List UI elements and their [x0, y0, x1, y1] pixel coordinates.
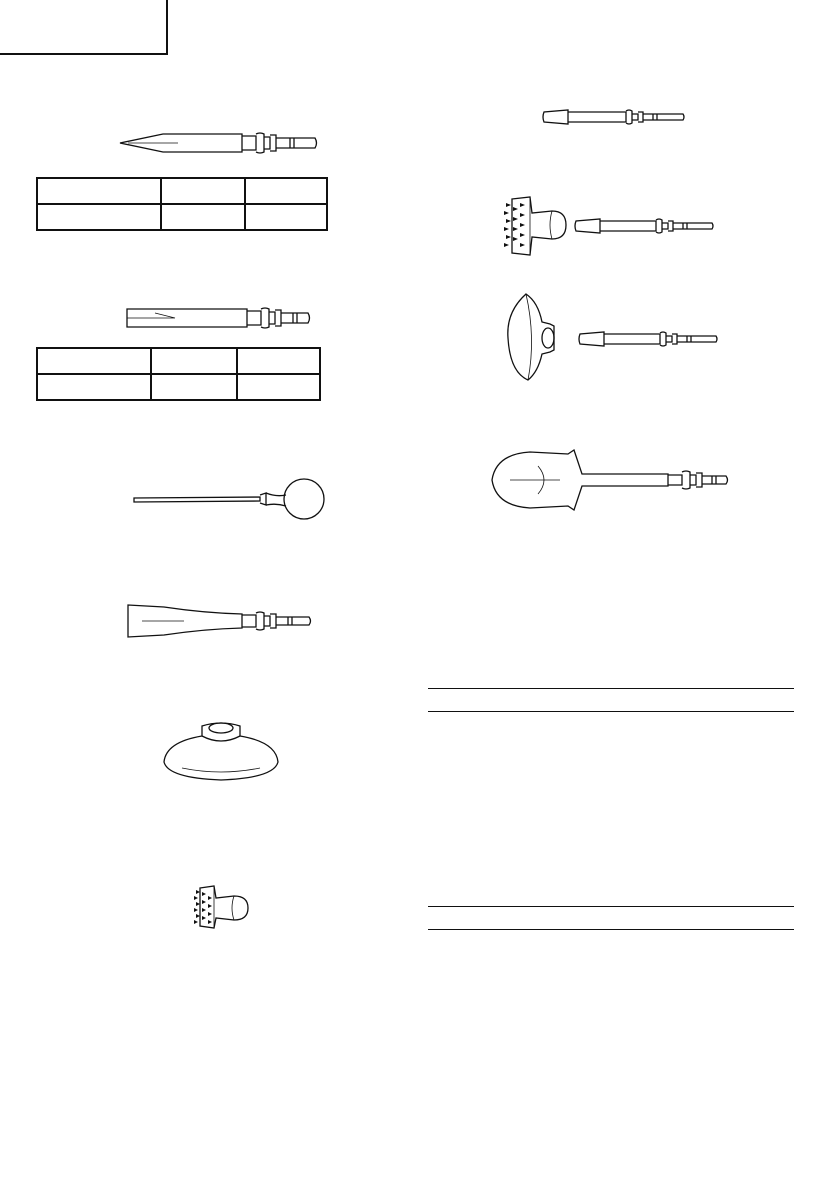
page-tab-box [0, 0, 168, 55]
spec-table-1 [36, 177, 328, 231]
table-cell [161, 204, 245, 230]
tamper-plate-with-shank-icon [504, 292, 722, 382]
table-row [37, 178, 327, 204]
divider [428, 711, 794, 712]
divider [428, 906, 794, 907]
table-cell [37, 374, 151, 400]
table-cell [37, 348, 151, 374]
narrow-flat-chisel-icon [125, 303, 315, 331]
adapter-shank-icon [540, 106, 688, 128]
bushing-tool-with-shank-icon [500, 193, 718, 261]
divider [428, 929, 794, 930]
wide-cold-chisel-icon [124, 603, 316, 639]
bull-point-chisel-icon [118, 128, 323, 156]
table-cell [245, 178, 327, 204]
table-cell [37, 204, 161, 230]
table-cell [237, 374, 320, 400]
table-cell [151, 348, 237, 374]
table-cell [161, 178, 245, 204]
table-row [37, 204, 327, 230]
bushing-tool-head-icon [190, 882, 250, 932]
table-row [37, 348, 320, 374]
ball-tamper-icon [132, 475, 328, 525]
table-cell [245, 204, 327, 230]
spade-chisel-icon [490, 448, 732, 514]
tamper-plate-icon [162, 720, 280, 785]
spec-table-2 [36, 347, 321, 401]
divider [428, 688, 794, 689]
table-cell [37, 178, 161, 204]
table-row [37, 374, 320, 400]
table-cell [237, 348, 320, 374]
table-cell [151, 374, 237, 400]
